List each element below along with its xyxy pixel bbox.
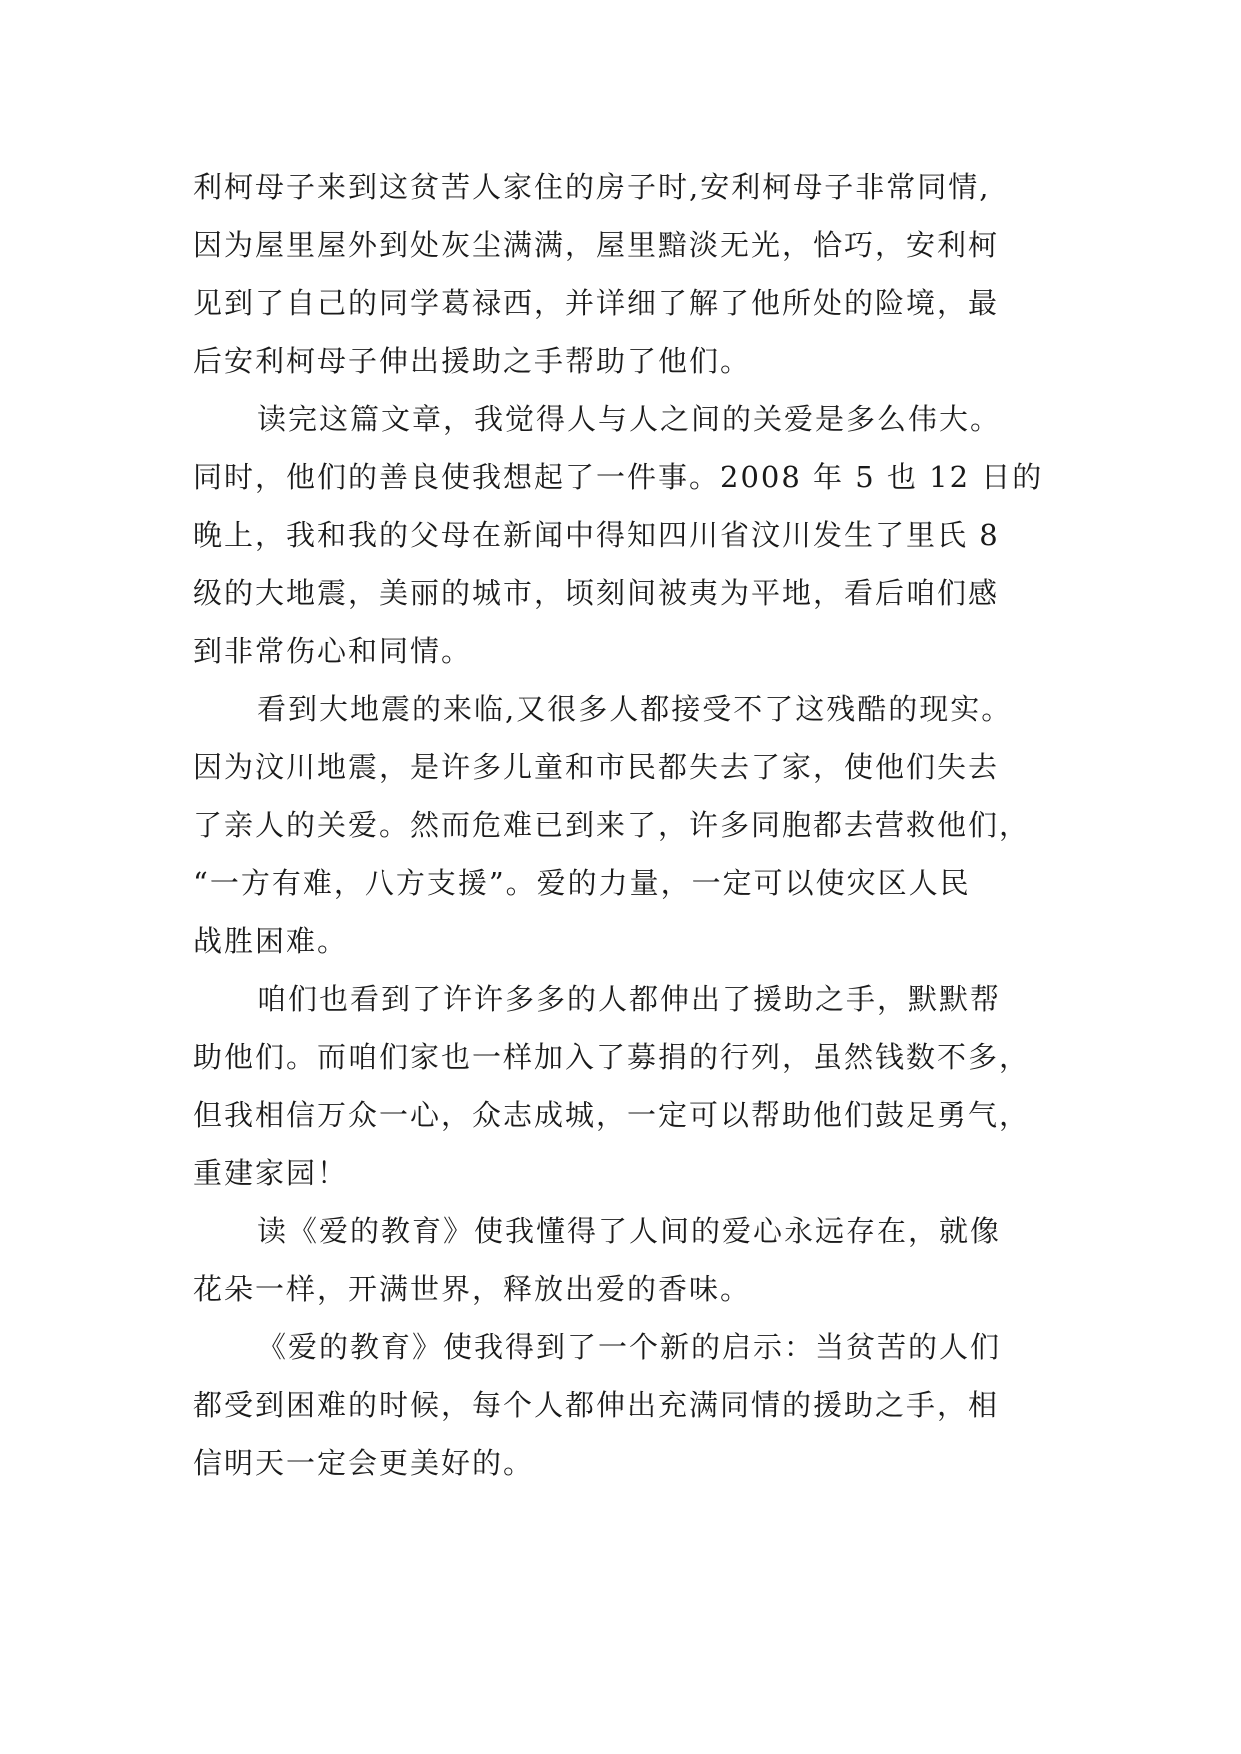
text-line: 后安利柯母子伸出援助之手帮助了他们。 [193, 344, 752, 378]
paragraph-first-line: 读《爱的教育》使我懂得了人间的爱心永远存在，就像 [257, 1214, 1002, 1248]
paragraph-first-line: 咱们也看到了许许多多的人都伸出了援助之手，默默帮 [257, 982, 1002, 1016]
text-line: 见到了自己的同学葛禄西，并详细了解了他所处的险境，最 [193, 286, 1000, 320]
text-line: 都受到困难的时候，每个人都伸出充满同情的援助之手，相 [193, 1388, 1000, 1422]
text-line: 了亲人的关爱。然而危难已到来了，许多同胞都去营救他们， [193, 808, 1031, 842]
paragraph-first-line: 看到大地震的来临,又很多人都接受不了这残酷的现实。 [257, 692, 1013, 726]
paragraph-first-line: 读完这篇文章，我觉得人与人之间的关爱是多么伟大。 [257, 402, 1002, 436]
text-line: 级的大地震，美丽的城市，顷刻间被夷为平地，看后咱们感 [193, 576, 1000, 610]
text-line: “一方有难，八方支援”。爱的力量，一定可以使灾区人民 [193, 866, 971, 900]
text-line: 但我相信万众一心，众志成城，一定可以帮助他们鼓足勇气， [193, 1098, 1031, 1132]
text-line: 同时，他们的善良使我想起了一件事。2008 年 5 也 12 日的 [193, 460, 1044, 494]
article-body [193, 158, 1093, 1492]
text-line: 战胜困难。 [193, 924, 349, 958]
paragraph-first-line: 《爱的教育》使我得到了一个新的启示：当贫苦的人们 [257, 1330, 1002, 1364]
text-line: 助他们。而咱们家也一样加入了募捐的行列，虽然钱数不多， [193, 1040, 1031, 1074]
text-line: 信明天一定会更美好的。 [193, 1446, 535, 1480]
text-line: 花朵一样，开满世界，释放出爱的香味。 [193, 1272, 752, 1306]
text-line: 因为汶川地震，是许多儿童和市民都失去了家，使他们失去 [193, 750, 1000, 784]
text-line: 晚上，我和我的父母在新闻中得知四川省汶川发生了里氏 8 [193, 518, 1000, 552]
text-line: 到非常伤心和同情。 [193, 634, 473, 668]
text-line: 因为屋里屋外到处灰尘满满，屋里黯淡无光，恰巧，安利柯 [193, 228, 1000, 262]
text-line: 重建家园！ [193, 1156, 349, 1190]
text-line: 利柯母子来到这贫苦人家住的房子时,安利柯母子非常同情, [193, 170, 991, 204]
